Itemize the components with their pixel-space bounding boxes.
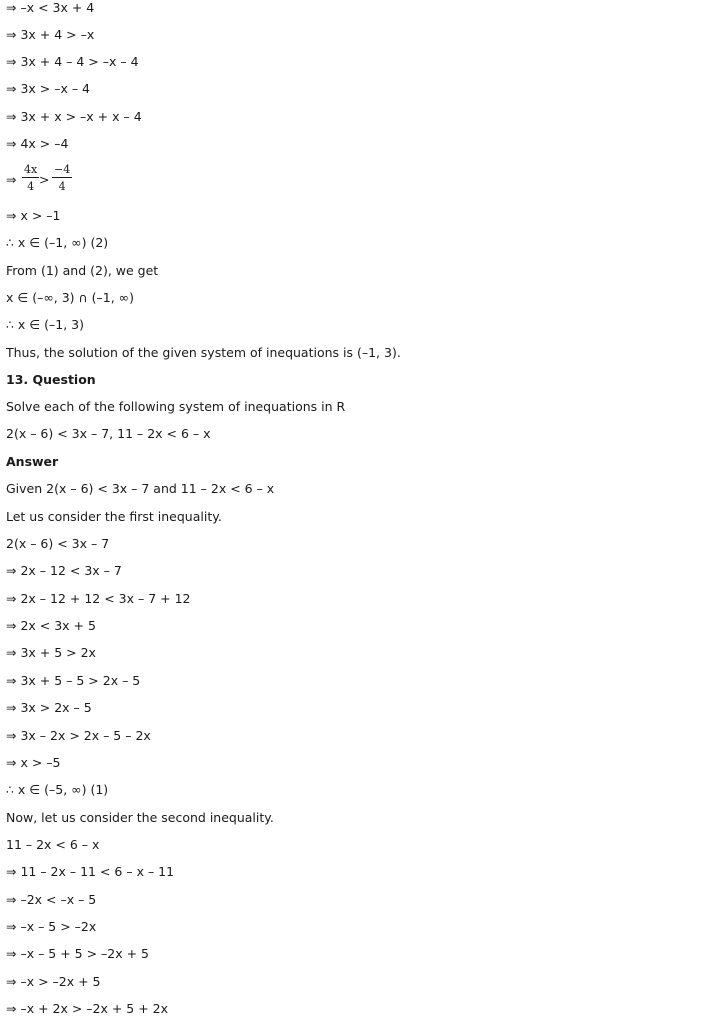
answer-line: ⇒ x > –5 bbox=[6, 755, 61, 770]
math-step: ∴ x ∈ (–1, 3) bbox=[6, 317, 85, 332]
answer-line: Given 2(x – 6) < 3x – 7 and 11 – 2x < 6 – x bbox=[6, 481, 275, 496]
answer-line: ⇒ 2x – 12 + 12 < 3x – 7 + 12 bbox=[6, 591, 191, 606]
answer-line: ⇒ –x > –2x + 5 bbox=[6, 974, 101, 989]
answer-line: ⇒ 2x < 3x + 5 bbox=[6, 618, 96, 633]
math-step: ⇒ 4x > –4 bbox=[6, 136, 69, 151]
answer-line: ⇒ 3x > 2x – 5 bbox=[6, 700, 92, 715]
left-denominator: 4 bbox=[27, 180, 35, 193]
answer-heading: Answer bbox=[6, 454, 59, 469]
question-text: Solve each of the following system of inequations in R bbox=[6, 399, 346, 414]
answer-line: ⇒ –x + 2x > –2x + 5 + 2x bbox=[6, 1001, 169, 1016]
answer-line: ⇒ 3x + 5 > 2x bbox=[6, 645, 96, 660]
answer-line: ⇒ –x – 5 + 5 > –2x + 5 bbox=[6, 946, 150, 961]
answer-line: 11 – 2x < 6 – x bbox=[6, 837, 100, 852]
answer-line: ⇒ –2x < –x – 5 bbox=[6, 892, 97, 907]
math-step: ⇒ x > –1 bbox=[6, 208, 61, 223]
left-fraction bbox=[22, 163, 39, 193]
answer-line: ⇒ 2x – 12 < 3x – 7 bbox=[6, 563, 122, 578]
math-step: ⇒ –x < 3x + 4 bbox=[6, 0, 95, 15]
answer-line: Let us consider the first inequality. bbox=[6, 509, 222, 524]
greater-than-symbol: > bbox=[39, 172, 50, 187]
answer-line: ⇒ 3x – 2x > 2x – 5 – 2x bbox=[6, 728, 151, 743]
question-heading: 13. Question bbox=[6, 372, 96, 387]
math-step: ⇒ 3x + 4 > –x bbox=[6, 27, 95, 42]
right-denominator: 4 bbox=[58, 180, 66, 193]
math-step: ⇒ 3x + x > –x + x – 4 bbox=[6, 109, 142, 124]
answer-line: ⇒ –x – 5 > –2x bbox=[6, 919, 97, 934]
math-step: ⇒ 3x + 4 – 4 > –x – 4 bbox=[6, 54, 139, 69]
answer-line: ⇒ 11 – 2x – 11 < 6 – x – 11 bbox=[6, 864, 175, 879]
answer-line: Now, let us consider the second inequality. bbox=[6, 810, 274, 825]
math-step: ∴ x ∈ (–1, ∞) (2) bbox=[6, 235, 109, 250]
conclusion-line: Thus, the solution of the given system of inequations is (–1, 3). bbox=[6, 345, 401, 360]
implies-symbol: ⇒ bbox=[6, 172, 17, 187]
math-step: ⇒ 3x > –x – 4 bbox=[6, 81, 91, 96]
right-fraction bbox=[52, 163, 72, 193]
answer-line: ∴ x ∈ (–5, ∞) (1) bbox=[6, 782, 109, 797]
math-step: x ∈ (–∞, 3) ∩ (–1, ∞) bbox=[6, 290, 134, 305]
answer-line: 2(x – 6) < 3x – 7 bbox=[6, 536, 110, 551]
answer-line: ⇒ 3x + 5 – 5 > 2x – 5 bbox=[6, 673, 141, 688]
right-numerator: −4 bbox=[54, 163, 71, 176]
left-numerator: 4x bbox=[24, 163, 38, 176]
question-text: 2(x – 6) < 3x – 7, 11 – 2x < 6 – x bbox=[6, 426, 211, 441]
text-line: From (1) and (2), we get bbox=[6, 263, 159, 278]
